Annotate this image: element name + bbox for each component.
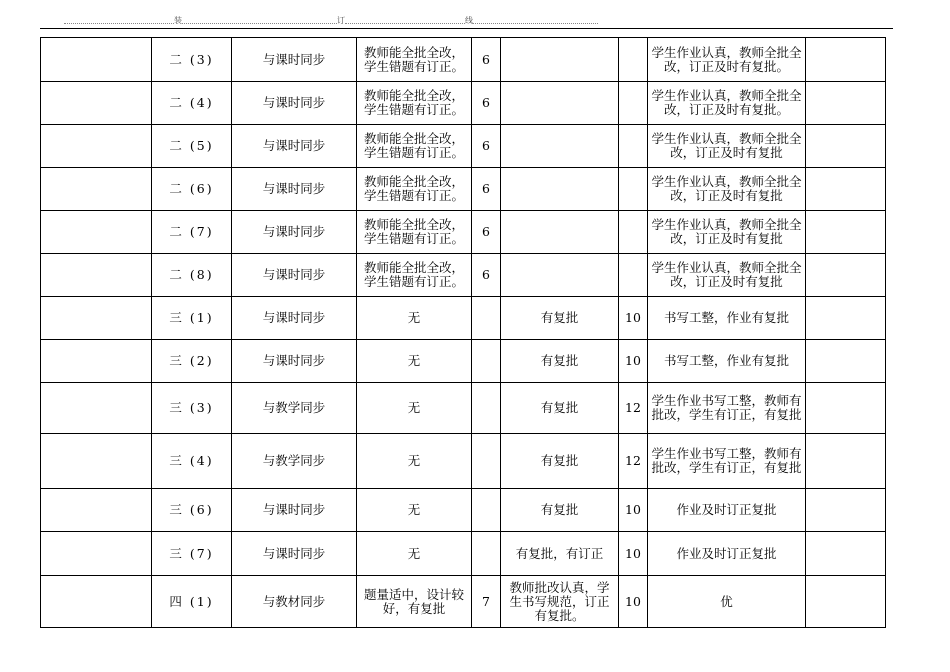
table-row <box>41 489 886 532</box>
extra-cell <box>806 125 886 168</box>
comment-cell: 学生作业认真，教师全批全改，订正及时有复批 <box>648 211 806 254</box>
extra-cell <box>806 434 886 489</box>
teacher-cell <box>41 38 152 82</box>
extra-cell <box>806 532 886 576</box>
teacher-cell <box>41 489 152 532</box>
description-cell: 教师能全批全改，学生错题有订正。 <box>357 254 472 297</box>
remark-cell: 有复批，有订正 <box>501 532 619 576</box>
count-cell <box>472 434 501 489</box>
table-row <box>41 576 886 628</box>
description-cell: 题量适中，设计较好，有复批 <box>357 576 472 628</box>
description-cell: 无 <box>357 297 472 340</box>
extra-cell <box>806 297 886 340</box>
teacher-cell <box>41 125 152 168</box>
score-cell: 10 <box>619 532 648 576</box>
binding-label-zhuang: 装 <box>174 16 182 25</box>
score-cell: 12 <box>619 383 648 434</box>
description-cell: 教师能全批全改，学生错题有订正。 <box>357 38 472 82</box>
table-row <box>41 211 886 254</box>
sync-cell: 与课时同步 <box>232 38 357 82</box>
teacher-cell <box>41 82 152 125</box>
count-cell <box>472 532 501 576</box>
score-cell <box>619 211 648 254</box>
binding-line <box>64 14 624 28</box>
class-cell: 三 (2) <box>152 340 232 383</box>
class-cell: 二 (3) <box>152 38 232 82</box>
remark-cell <box>501 38 619 82</box>
extra-cell <box>806 38 886 82</box>
count-cell <box>472 340 501 383</box>
comment-cell: 学生作业认真，教师全批全改，订正及时有复批 <box>648 254 806 297</box>
count-cell: 6 <box>472 211 501 254</box>
score-cell <box>619 254 648 297</box>
comment-cell: 学生作业认真，教师全批全改，订正及时有复批 <box>648 168 806 211</box>
remark-cell <box>501 211 619 254</box>
remark-cell: 有复批 <box>501 297 619 340</box>
class-cell: 二 (7) <box>152 211 232 254</box>
teacher-cell <box>41 297 152 340</box>
table-row <box>41 254 886 297</box>
description-cell: 无 <box>357 383 472 434</box>
table-row <box>41 38 886 82</box>
count-cell: 6 <box>472 38 501 82</box>
teacher-cell <box>41 383 152 434</box>
class-cell: 三 (1) <box>152 297 232 340</box>
table-row <box>41 434 886 489</box>
class-cell: 三 (6) <box>152 489 232 532</box>
comment-cell: 作业及时订正复批 <box>648 532 806 576</box>
comment-cell: 学生作业认真，教师全批全改，订正及时有复批。 <box>648 82 806 125</box>
description-cell: 无 <box>357 434 472 489</box>
teacher-cell <box>41 434 152 489</box>
score-cell: 10 <box>619 297 648 340</box>
extra-cell <box>806 211 886 254</box>
binding-label-ding: 订 <box>337 16 345 25</box>
class-cell: 四 (1) <box>152 576 232 628</box>
extra-cell <box>806 82 886 125</box>
extra-cell <box>806 168 886 211</box>
class-cell: 二 (6) <box>152 168 232 211</box>
sync-cell: 与课时同步 <box>232 254 357 297</box>
remark-cell: 有复批 <box>501 383 619 434</box>
count-cell <box>472 489 501 532</box>
score-cell <box>619 168 648 211</box>
comment-cell: 学生作业认真，教师全批全改，订正及时有复批。 <box>648 38 806 82</box>
extra-cell <box>806 383 886 434</box>
sync-cell: 与课时同步 <box>232 168 357 211</box>
comment-cell: 书写工整，作业有复批 <box>648 340 806 383</box>
description-cell: 教师能全批全改，学生错题有订正。 <box>357 211 472 254</box>
count-cell: 6 <box>472 82 501 125</box>
sync-cell: 与课时同步 <box>232 82 357 125</box>
remark-cell <box>501 254 619 297</box>
teacher-cell <box>41 254 152 297</box>
extra-cell <box>806 576 886 628</box>
comment-cell: 书写工整，作业有复批 <box>648 297 806 340</box>
sync-cell: 与课时同步 <box>232 340 357 383</box>
class-cell: 二 (8) <box>152 254 232 297</box>
teacher-cell <box>41 168 152 211</box>
remark-cell: 有复批 <box>501 340 619 383</box>
sync-cell: 与教学同步 <box>232 383 357 434</box>
remark-cell <box>501 125 619 168</box>
remark-cell <box>501 168 619 211</box>
sync-cell: 与课时同步 <box>232 125 357 168</box>
sync-cell: 与课时同步 <box>232 297 357 340</box>
remark-cell: 教师批改认真，学生书写规范，订正有复批。 <box>501 576 619 628</box>
count-cell: 6 <box>472 168 501 211</box>
score-cell <box>619 82 648 125</box>
class-cell: 二 (4) <box>152 82 232 125</box>
comment-cell: 学生作业书写工整，教师有批改，学生有订正，有复批 <box>648 434 806 489</box>
table-row <box>41 125 886 168</box>
table-row <box>41 383 886 434</box>
binding-label-xian: 线 <box>465 16 473 25</box>
comment-cell: 作业及时订正复批 <box>648 489 806 532</box>
score-cell: 10 <box>619 340 648 383</box>
teacher-cell <box>41 211 152 254</box>
teacher-cell <box>41 576 152 628</box>
class-cell: 三 (7) <box>152 532 232 576</box>
count-cell: 7 <box>472 576 501 628</box>
description-cell: 无 <box>357 532 472 576</box>
sync-cell: 与教学同步 <box>232 434 357 489</box>
sync-cell: 与课时同步 <box>232 489 357 532</box>
table-row <box>41 532 886 576</box>
teacher-cell <box>41 532 152 576</box>
score-cell: 10 <box>619 489 648 532</box>
table-row <box>41 82 886 125</box>
count-cell: 6 <box>472 254 501 297</box>
count-cell <box>472 297 501 340</box>
description-cell: 教师能全批全改，学生错题有订正。 <box>357 168 472 211</box>
score-cell <box>619 125 648 168</box>
extra-cell <box>806 489 886 532</box>
table-row <box>41 297 886 340</box>
count-cell: 6 <box>472 125 501 168</box>
score-cell: 12 <box>619 434 648 489</box>
remark-cell: 有复批 <box>501 489 619 532</box>
description-cell: 教师能全批全改，学生错题有订正。 <box>357 125 472 168</box>
description-cell: 无 <box>357 489 472 532</box>
comment-cell: 优 <box>648 576 806 628</box>
sync-cell: 与教材同步 <box>232 576 357 628</box>
class-cell: 三 (4) <box>152 434 232 489</box>
table-row <box>41 168 886 211</box>
class-cell: 三 (3) <box>152 383 232 434</box>
table-row <box>41 340 886 383</box>
class-cell: 二 (5) <box>152 125 232 168</box>
teacher-cell <box>41 340 152 383</box>
extra-cell <box>806 254 886 297</box>
extra-cell <box>806 340 886 383</box>
comment-cell: 学生作业认真，教师全批全改，订正及时有复批 <box>648 125 806 168</box>
comment-cell: 学生作业书写工整，教师有批改，学生有订正，有复批 <box>648 383 806 434</box>
homework-inspection-table <box>40 37 886 628</box>
remark-cell: 有复批 <box>501 434 619 489</box>
count-cell <box>472 383 501 434</box>
header-rule <box>40 28 893 29</box>
description-cell: 教师能全批全改，学生错题有订正。 <box>357 82 472 125</box>
score-cell: 10 <box>619 576 648 628</box>
remark-cell <box>501 82 619 125</box>
sync-cell: 与课时同步 <box>232 211 357 254</box>
sync-cell: 与课时同步 <box>232 532 357 576</box>
description-cell: 无 <box>357 340 472 383</box>
score-cell <box>619 38 648 82</box>
